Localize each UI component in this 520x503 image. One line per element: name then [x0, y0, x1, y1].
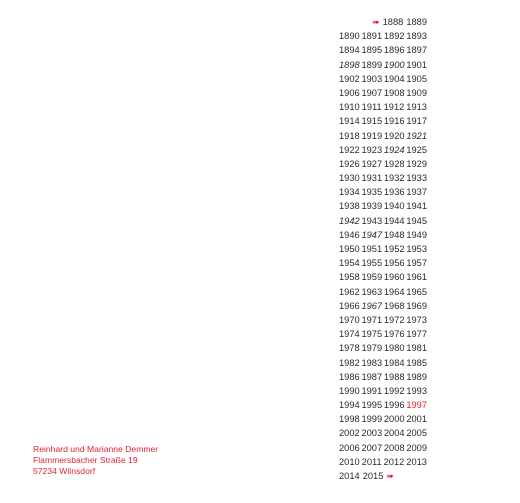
year-link-1892[interactable]: 1892 — [383, 31, 405, 42]
year-link-1895[interactable]: 1895 — [361, 45, 383, 56]
year-link-1939[interactable]: 1939 — [361, 201, 383, 212]
year-link-2000[interactable]: 2000 — [383, 414, 405, 425]
address-name: Reinhard und Marianne Demmer — [33, 444, 159, 454]
year-link-1932[interactable]: 1932 — [383, 173, 405, 184]
year-row — [339, 384, 427, 398]
year-link-1977[interactable]: 1977 — [406, 329, 427, 340]
year-link-2009[interactable]: 2009 — [406, 442, 427, 453]
year-link-1917[interactable]: 1917 — [406, 116, 427, 127]
year-link-2008[interactable]: 2008 — [383, 442, 405, 453]
year-link-1997[interactable]: 1997 — [406, 400, 427, 411]
year-link-2007[interactable]: 2007 — [361, 442, 383, 453]
year-link-2011[interactable]: 2011 — [361, 456, 382, 467]
year-link-2010[interactable]: 2010 — [339, 456, 360, 467]
year-link-1999[interactable]: 1999 — [361, 414, 383, 425]
year-link-1910[interactable]: 1910 — [339, 102, 360, 113]
year-link-1935[interactable]: 1935 — [361, 187, 383, 198]
year-link-1931[interactable]: 1931 — [361, 173, 383, 184]
year-row — [339, 285, 427, 299]
year-link-1956[interactable]: 1956 — [383, 258, 405, 269]
year-link-1983[interactable]: 1983 — [361, 357, 383, 368]
year-link-1961[interactable]: 1961 — [406, 272, 427, 283]
year-link-1959[interactable]: 1959 — [361, 272, 383, 283]
year-link-1957[interactable]: 1957 — [406, 258, 427, 269]
year-link-1925[interactable]: 1925 — [406, 144, 427, 155]
year-link-1972[interactable]: 1972 — [383, 314, 405, 325]
year-link-1970[interactable]: 1970 — [339, 314, 360, 325]
prev-arrow-icon[interactable]: ➠ — [372, 17, 380, 27]
year-link-1964[interactable]: 1964 — [383, 286, 405, 297]
year-link-1899[interactable]: 1899 — [361, 59, 383, 70]
year-link-1933[interactable]: 1933 — [406, 173, 427, 184]
year-link-2005[interactable]: 2005 — [406, 428, 427, 439]
next-arrow-icon[interactable]: ➠ — [386, 471, 394, 481]
year-link-2001[interactable]: 2001 — [406, 414, 427, 425]
year-row — [339, 143, 427, 157]
year-link-1905[interactable]: 1905 — [406, 73, 427, 84]
year-link-1986[interactable]: 1986 — [339, 371, 360, 382]
year-link-1951[interactable]: 1951 — [361, 244, 383, 254]
year-link-1974[interactable]: 1974 — [339, 329, 360, 340]
year-link-1992[interactable]: 1992 — [383, 385, 405, 396]
year-link-1920[interactable]: 1920 — [383, 130, 405, 141]
year-link-1962[interactable]: 1962 — [339, 286, 360, 297]
year-link-1918[interactable]: 1918 — [339, 130, 360, 141]
year-link-1898[interactable]: 1898 — [339, 59, 360, 70]
year-row — [339, 426, 427, 440]
year-link-1998[interactable]: 1998 — [339, 414, 360, 425]
year-link-1990[interactable]: 1990 — [339, 385, 360, 396]
year-link-1891[interactable]: 1891 — [361, 31, 383, 42]
year-row — [339, 86, 427, 100]
year-link-1967[interactable]: 1967 — [361, 300, 383, 311]
year-row — [339, 228, 427, 242]
year-link-1969[interactable]: 1969 — [406, 300, 427, 311]
year-link-1954[interactable]: 1954 — [339, 258, 360, 269]
year-link-1912[interactable]: 1912 — [383, 102, 405, 113]
year-link-2013[interactable]: 2013 — [406, 456, 427, 467]
year-link-1893[interactable]: 1893 — [406, 31, 427, 42]
year-link-1928[interactable]: 1928 — [383, 158, 405, 169]
year-row — [339, 469, 427, 483]
year-link-1978[interactable]: 1978 — [339, 343, 360, 354]
year-link-1936[interactable]: 1936 — [383, 187, 405, 198]
year-link-2014[interactable]: 2014 — [339, 471, 360, 481]
year-link-1926[interactable]: 1926 — [339, 158, 360, 169]
year-link-1995[interactable]: 1995 — [361, 400, 383, 411]
year-row — [339, 398, 427, 412]
year-link-1943[interactable]: 1943 — [361, 215, 383, 226]
year-row — [339, 199, 427, 213]
year-link-1980[interactable]: 1980 — [383, 343, 405, 354]
year-link-1894[interactable]: 1894 — [339, 45, 360, 56]
year-row — [339, 313, 427, 327]
year-link-1900[interactable]: 1900 — [383, 59, 405, 70]
year-row — [339, 185, 427, 199]
year-row — [339, 171, 427, 185]
year-link-1958[interactable]: 1958 — [339, 272, 360, 283]
year-link-1921[interactable]: 1921 — [406, 130, 427, 141]
year-row — [339, 100, 427, 114]
year-link-1940[interactable]: 1940 — [383, 201, 405, 212]
year-link-1994[interactable]: 1994 — [339, 400, 360, 411]
year-row — [339, 58, 427, 72]
year-link-1923[interactable]: 1923 — [361, 144, 383, 155]
year-link-1947[interactable]: 1947 — [361, 229, 383, 240]
year-link-2003[interactable]: 2003 — [361, 428, 383, 439]
year-link-1948[interactable]: 1948 — [383, 229, 405, 240]
year-row — [339, 43, 427, 57]
year-link-1897[interactable]: 1897 — [406, 45, 427, 56]
year-link-1922[interactable]: 1922 — [339, 144, 360, 155]
year-link-1896[interactable]: 1896 — [383, 45, 405, 56]
year-link-1901[interactable]: 1901 — [406, 59, 427, 70]
year-link-1945[interactable]: 1945 — [406, 215, 427, 226]
year-link-1975[interactable]: 1975 — [361, 329, 383, 340]
year-row — [339, 214, 427, 228]
year-link-1908[interactable]: 1908 — [383, 87, 405, 98]
year-row — [339, 441, 427, 455]
year-link-1952[interactable]: 1952 — [383, 244, 405, 254]
year-link-1973[interactable]: 1973 — [406, 314, 427, 325]
year-link-1938[interactable]: 1938 — [339, 201, 360, 212]
year-row — [339, 412, 427, 426]
year-link-1930[interactable]: 1930 — [339, 173, 360, 184]
year-link-1934[interactable]: 1934 — [339, 187, 360, 198]
year-link-1963[interactable]: 1963 — [361, 286, 383, 297]
year-link-1982[interactable]: 1982 — [339, 357, 360, 368]
year-link-1988[interactable]: 1988 — [383, 371, 405, 382]
year-link-1984[interactable]: 1984 — [383, 357, 405, 368]
year-link-1919[interactable]: 1919 — [361, 130, 383, 141]
year-link-1965[interactable]: 1965 — [406, 286, 427, 297]
year-link-1987[interactable]: 1987 — [361, 371, 383, 382]
year-row — [339, 356, 427, 370]
year-row — [339, 370, 427, 384]
year-link-1979[interactable]: 1979 — [361, 343, 383, 354]
year-link-1907[interactable]: 1907 — [361, 87, 383, 98]
year-link-1966[interactable]: 1966 — [339, 300, 360, 311]
year-link-1906[interactable]: 1906 — [339, 87, 360, 98]
year-link-1924[interactable]: 1924 — [383, 144, 405, 155]
year-link-1953[interactable]: 1953 — [406, 244, 427, 254]
address-street: Flammersbacher Straße 19 — [33, 455, 138, 466]
year-link-1915[interactable]: 1915 — [361, 116, 383, 127]
year-link-1993[interactable]: 1993 — [406, 385, 427, 396]
year-link-1904[interactable]: 1904 — [383, 73, 405, 84]
year-row — [339, 270, 427, 284]
year-link-1890[interactable]: 1890 — [339, 31, 360, 42]
year-link-2012[interactable]: 2012 — [383, 456, 405, 467]
year-link-1927[interactable]: 1927 — [361, 158, 383, 169]
year-row — [339, 256, 427, 270]
year-link-1941[interactable]: 1941 — [406, 201, 427, 212]
year-link-1929[interactable]: 1929 — [406, 158, 427, 169]
year-link-1946[interactable]: 1946 — [339, 229, 360, 240]
year-row — [339, 242, 427, 256]
year-link-1903[interactable]: 1903 — [361, 73, 383, 84]
year-row — [339, 455, 427, 469]
year-row — [339, 72, 427, 86]
year-link-1955[interactable]: 1955 — [361, 258, 383, 269]
year-link-1911[interactable]: 1911 — [361, 102, 382, 113]
year-row — [339, 114, 427, 128]
year-link-1996[interactable]: 1996 — [383, 400, 405, 411]
year-link-1989[interactable]: 1989 — [406, 371, 427, 382]
year-link-1888[interactable]: 1888 — [382, 17, 404, 27]
year-row — [339, 15, 427, 29]
year-row — [339, 341, 427, 355]
year-row — [339, 299, 427, 313]
year-link-1902[interactable]: 1902 — [339, 73, 360, 84]
year-link-2004[interactable]: 2004 — [383, 428, 405, 439]
year-link-2006[interactable]: 2006 — [339, 442, 360, 453]
year-row — [339, 129, 427, 143]
year-link-1971[interactable]: 1971 — [361, 314, 383, 325]
year-link-2002[interactable]: 2002 — [339, 428, 360, 439]
year-link-1944[interactable]: 1944 — [383, 215, 405, 226]
year-navigation — [339, 15, 427, 483]
year-link-1914[interactable]: 1914 — [339, 116, 360, 127]
year-row — [339, 327, 427, 341]
year-link-1991[interactable]: 1991 — [361, 385, 383, 396]
year-link-1985[interactable]: 1985 — [406, 357, 427, 368]
year-link-1942[interactable]: 1942 — [339, 215, 360, 226]
year-link-1889[interactable]: 1889 — [406, 17, 427, 27]
year-link-1909[interactable]: 1909 — [406, 87, 427, 98]
year-link-2015[interactable]: 2015 — [362, 471, 384, 481]
year-link-1976[interactable]: 1976 — [383, 329, 405, 340]
year-link-1950[interactable]: 1950 — [339, 244, 360, 254]
year-link-1916[interactable]: 1916 — [383, 116, 405, 127]
year-link-1968[interactable]: 1968 — [383, 300, 405, 311]
contact-address — [33, 444, 158, 478]
year-link-1981[interactable]: 1981 — [406, 343, 427, 354]
address-city: 57234 Wilnsdorf — [33, 466, 96, 477]
year-link-1937[interactable]: 1937 — [406, 187, 427, 198]
year-link-1913[interactable]: 1913 — [406, 102, 427, 113]
year-row — [339, 157, 427, 171]
year-link-1960[interactable]: 1960 — [383, 272, 405, 283]
year-row — [339, 29, 427, 43]
year-link-1949[interactable]: 1949 — [406, 229, 427, 240]
